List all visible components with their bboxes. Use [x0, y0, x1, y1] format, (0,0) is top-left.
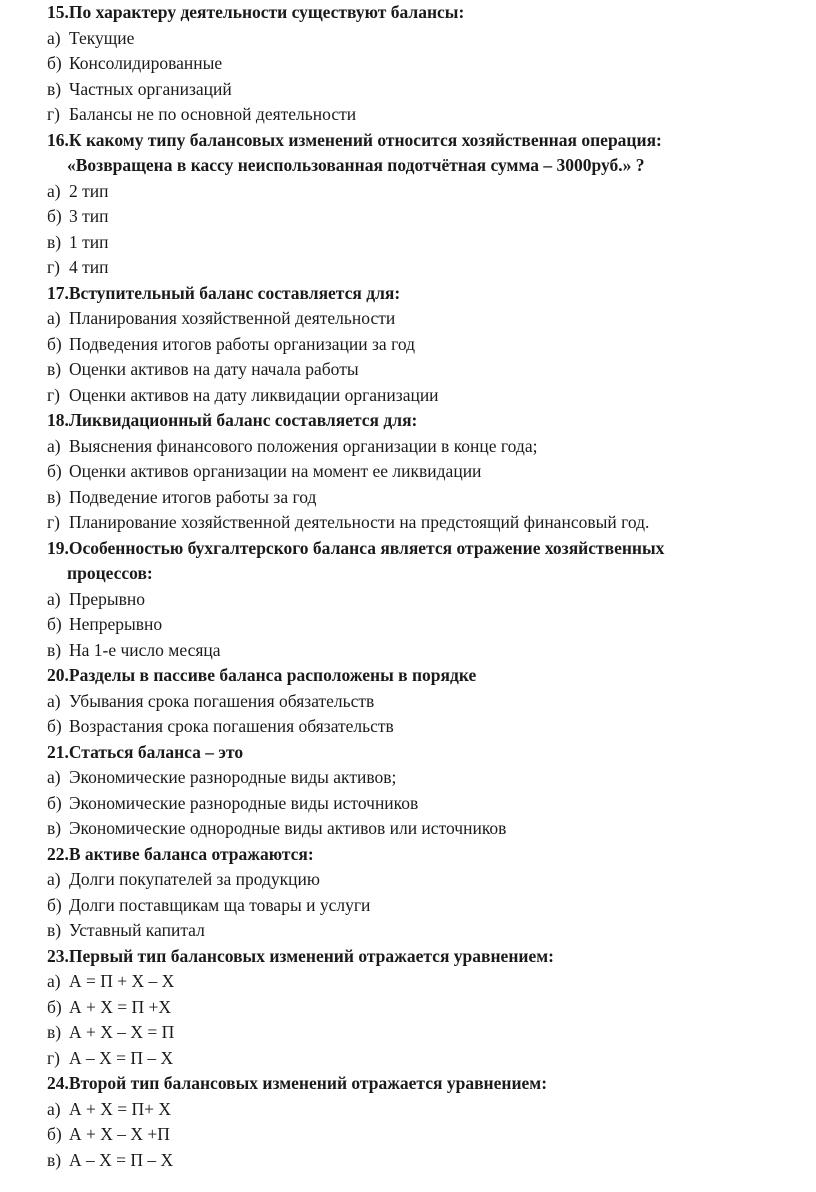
question-number: 20. — [47, 665, 69, 685]
option-letter: а) — [47, 180, 61, 201]
option-letter: в) — [47, 231, 62, 252]
question-block — [47, 944, 816, 1072]
question-text: Разделы в пассиве баланса расположены в порядке — [68, 665, 477, 685]
question-heading — [47, 740, 816, 766]
option-text: Долги поставщикам ща товары и услуги — [69, 894, 371, 915]
option-letter: б) — [47, 333, 62, 354]
option-letter: в) — [47, 1022, 62, 1042]
option-text: Оценки активов на дату ликвидации организации — [69, 384, 439, 405]
question-text: Ликвидационный баланс составляется для: — [68, 410, 418, 430]
option-letter: а) — [47, 971, 61, 991]
answer-option — [47, 459, 816, 485]
answer-option — [47, 255, 816, 281]
answer-option — [47, 306, 816, 332]
question-heading — [47, 944, 816, 970]
option-text: 1 тип — [69, 231, 109, 252]
option-text: 2 тип — [69, 180, 109, 201]
answer-option — [47, 357, 816, 383]
option-text: На 1-е число месяца — [69, 639, 221, 660]
option-letter: а) — [47, 588, 61, 609]
answer-option — [47, 969, 816, 995]
question-text: Статься баланса – это — [68, 741, 244, 762]
question-text: Вступительный баланс составляется для: — [68, 282, 401, 303]
answer-option — [47, 102, 816, 128]
option-text: Экономические разнородные виды источников — [69, 792, 419, 813]
option-text: Частных организаций — [69, 78, 232, 99]
answer-option — [47, 791, 816, 817]
option-text: А – Х = П – Х — [69, 1149, 174, 1170]
option-letter: в) — [47, 359, 62, 379]
answer-option — [47, 204, 816, 230]
question-heading-continued — [47, 561, 816, 587]
question-text: К какому типу балансовых изменений относится хозяйственная операция: — [68, 129, 662, 150]
option-text: Консолидированные — [69, 53, 223, 73]
option-text: Экономические разнородные виды активов; — [69, 767, 397, 787]
question-block — [47, 663, 816, 740]
question-number: 19. — [47, 537, 69, 558]
option-letter: в) — [47, 920, 62, 940]
answer-option — [47, 1122, 816, 1148]
answer-option — [47, 689, 816, 715]
option-text: Экономические однородные виды активов или источников — [69, 818, 507, 838]
answer-option — [47, 332, 816, 358]
option-letter: а) — [47, 435, 61, 456]
option-letter: б) — [47, 206, 62, 226]
question-block — [47, 408, 816, 536]
question-text: Первый тип балансовых изменений отражается уравнением: — [68, 945, 555, 966]
option-text: А + Х – Х +П — [69, 1124, 170, 1144]
question-heading — [47, 842, 816, 868]
option-letter: б) — [47, 614, 62, 634]
option-text: 3 тип — [69, 206, 109, 226]
answer-option — [47, 230, 816, 256]
option-letter: г) — [47, 384, 61, 405]
answer-option — [47, 714, 816, 740]
question-number: 17. — [47, 282, 69, 303]
option-letter: б) — [47, 461, 62, 481]
option-text: Подведения итогов работы организации за год — [69, 333, 415, 354]
option-text: Подведение итогов работы за год — [69, 486, 317, 507]
option-text: Прерывно — [69, 588, 146, 609]
answer-option — [47, 765, 816, 791]
option-text: Возрастания срока погашения обязательств — [69, 716, 394, 736]
option-text: Текущие — [69, 27, 135, 48]
option-letter: в) — [47, 486, 62, 507]
option-letter: г) — [47, 104, 61, 124]
question-heading — [47, 281, 816, 307]
answer-option — [47, 1148, 816, 1174]
answer-option — [47, 51, 816, 77]
option-letter: а) — [47, 27, 61, 48]
question-text: В активе баланса отражаются: — [68, 843, 314, 864]
option-letter: а) — [47, 767, 61, 787]
question-heading — [47, 1071, 816, 1097]
question-heading — [47, 663, 816, 689]
option-text: А = П + Х – Х — [69, 971, 175, 991]
option-text: А – Х = П – Х — [69, 1047, 174, 1068]
option-letter: б) — [47, 894, 62, 915]
option-letter: в) — [47, 78, 62, 99]
answer-option — [47, 893, 816, 919]
question-text: По характеру деятельности существуют балансы: — [68, 2, 465, 22]
question-text: Особенностью бухгалтерского баланса является отражение хозяйственных — [68, 537, 665, 558]
answer-option — [47, 638, 816, 664]
answer-option — [47, 995, 816, 1021]
question-heading — [47, 128, 816, 154]
option-text: Балансы не по основной деятельности — [69, 104, 357, 124]
answer-option — [47, 485, 816, 511]
question-number: 21. — [47, 741, 69, 762]
answer-option — [47, 383, 816, 409]
question-block — [47, 1071, 816, 1173]
option-letter: б) — [47, 53, 62, 73]
question-number: 24. — [47, 1073, 69, 1093]
option-letter: а) — [47, 1098, 61, 1119]
option-letter: в) — [47, 639, 62, 660]
option-text: Долги покупателей за продукцию — [69, 869, 320, 889]
option-letter: в) — [47, 818, 62, 838]
option-letter: б) — [47, 716, 62, 736]
question-number: 18. — [47, 410, 69, 430]
option-text: Непрерывно — [69, 614, 163, 634]
option-letter: в) — [47, 1149, 62, 1170]
question-number: 22. — [47, 843, 69, 864]
option-letter: а) — [47, 690, 61, 711]
question-block — [47, 281, 816, 409]
answer-option — [47, 918, 816, 944]
option-letter: б) — [47, 996, 62, 1017]
question-heading-continued — [47, 153, 816, 179]
answer-option — [47, 179, 816, 205]
option-text: Убывания срока погашения обязательств — [69, 690, 375, 711]
answer-option — [47, 587, 816, 613]
option-text: 4 тип — [69, 257, 109, 277]
option-text: А + Х – Х = П — [69, 1022, 175, 1042]
option-text: А + Х = П +Х — [69, 996, 172, 1017]
option-text: Оценки активов на дату начала работы — [69, 359, 359, 379]
question-text: процессов: — [67, 563, 153, 583]
question-block — [47, 842, 816, 944]
question-number: 23. — [47, 945, 69, 966]
option-letter: б) — [47, 1124, 62, 1144]
question-text: Второй тип балансовых изменений отражается уравнением: — [68, 1073, 548, 1093]
question-heading — [47, 408, 816, 434]
question-block — [47, 0, 816, 128]
option-letter: б) — [47, 792, 62, 813]
question-text: «Возвращена в кассу неиспользованная подотчётная сумма – 3000руб.» ? — [67, 155, 645, 175]
option-letter: а) — [47, 308, 61, 328]
option-letter: г) — [47, 1047, 61, 1068]
question-number: 16. — [47, 129, 69, 150]
answer-option — [47, 26, 816, 52]
question-heading — [47, 536, 816, 562]
question-number: 15. — [47, 2, 69, 22]
answer-option — [47, 1020, 816, 1046]
answer-option — [47, 1046, 816, 1072]
answer-option — [47, 77, 816, 103]
option-text: Уставный капитал — [69, 920, 205, 940]
answer-option — [47, 816, 816, 842]
answer-option — [47, 867, 816, 893]
answer-option — [47, 612, 816, 638]
option-text: Оценки активов организации на момент ее ликвидации — [69, 461, 482, 481]
question-block — [47, 536, 816, 664]
answer-option — [47, 1097, 816, 1123]
option-letter: г) — [47, 257, 61, 277]
answer-option — [47, 510, 816, 536]
answer-option — [47, 434, 816, 460]
option-text: А + Х = П+ Х — [69, 1098, 172, 1119]
option-text: Планирование хозяйственной деятельности на предстоящий финансовый год. — [69, 512, 650, 532]
option-text: Выяснения финансового положения организации в конце года; — [69, 435, 538, 456]
option-text: Планирования хозяйственной деятельности — [69, 308, 396, 328]
question-block — [47, 740, 816, 842]
option-letter: а) — [47, 869, 61, 889]
question-block — [47, 128, 816, 281]
question-heading — [47, 0, 816, 26]
option-letter: г) — [47, 512, 61, 532]
